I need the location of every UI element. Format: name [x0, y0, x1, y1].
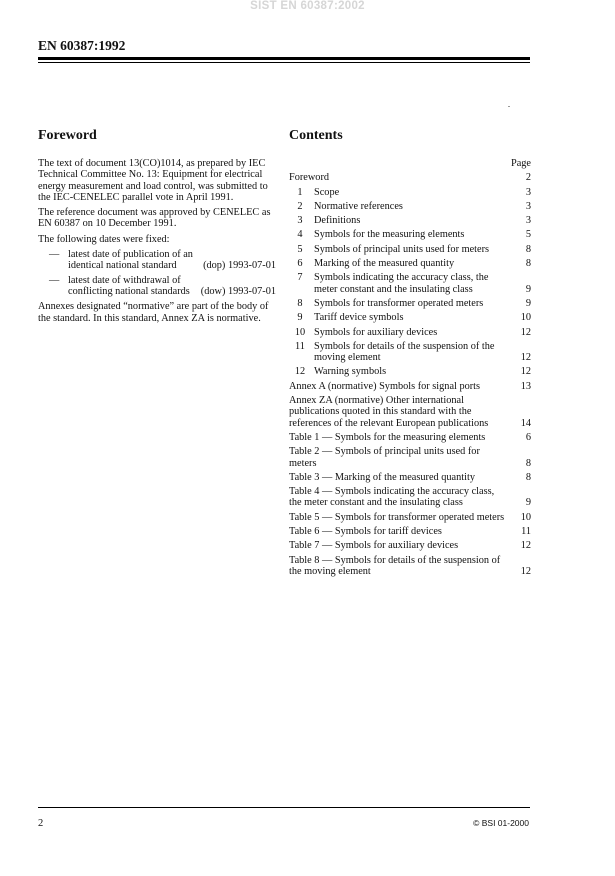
foreword-paragraph-3: The following dates were fixed: [38, 233, 170, 245]
toc-entry[interactable] [289, 258, 531, 269]
date-item-dow [38, 275, 276, 298]
toc-entry[interactable] [289, 229, 531, 240]
toc-entry-page: 3 [525, 186, 531, 198]
toc-entry-title: Table 1 — Symbols for the measuring elements [289, 431, 486, 443]
toc-entry[interactable] [289, 341, 531, 364]
toc-entry-title: Marking of the measured quantity [314, 258, 455, 270]
standard-number: EN 60387:1992 [38, 38, 126, 53]
toc-entry-number: 9 [297, 312, 303, 324]
toc-entry[interactable] [289, 540, 531, 551]
toc-entry-title: Warning symbols [314, 366, 387, 378]
toc-entry-number: 5 [297, 243, 303, 255]
toc-entry-number: 6 [297, 258, 303, 270]
page-column-header: Page [510, 158, 531, 169]
dates-list [38, 249, 276, 297]
toc-entry[interactable] [289, 395, 531, 429]
toc-entry-title: Symbols of principal units used for meters [314, 243, 490, 255]
watermark-text: SIST EN 60387:2002 [250, 0, 365, 12]
toc-entry[interactable] [289, 366, 531, 377]
foreword-paragraph-1: The text of document 13(CO)1014, as prepared by IEC Technical Committee No. 13: Equipment for electrical energy measurement and load control, was submitted to the IEC-CENELEC parallel vote in April 1991. [38, 158, 268, 203]
toc-entry-title: Table 5 — Symbols for transformer operated meters [289, 511, 505, 523]
toc-entry-page: 12 [520, 352, 531, 364]
toc-entry[interactable] [289, 272, 531, 295]
header-rule-thick [38, 57, 530, 60]
toc-entry-number: 3 [297, 215, 303, 227]
toc-entry-page: 12 [520, 366, 531, 378]
toc-entry[interactable] [289, 312, 531, 323]
toc-entry-title: Annex ZA (normative) Other international publications quoted in this standard with the references of the relevant European publications [289, 395, 489, 429]
date-label: latest date of publication of an identical national standard [68, 249, 193, 272]
footer-rule [38, 807, 530, 808]
foreword-title: Foreword [38, 128, 97, 143]
toc-entry[interactable] [289, 201, 531, 212]
toc-entry-number: 1 [297, 186, 303, 198]
toc-entry-page: 10 [520, 312, 531, 324]
toc-entry-title: Symbols for the measuring elements [314, 229, 465, 241]
toc-entry[interactable] [289, 432, 531, 443]
toc-entry[interactable] [289, 172, 531, 183]
toc-entry-page: 5 [525, 229, 531, 241]
toc-entry-page: 9 [525, 297, 531, 309]
toc-entry-title: Symbols for transformer operated meters [314, 297, 484, 309]
toc-entry-title: Definitions [314, 215, 361, 227]
toc-entry[interactable] [289, 215, 531, 226]
page-number: 2 [38, 818, 44, 829]
toc-list [289, 172, 531, 577]
date-value: (dow) 1993-07-01 [200, 285, 276, 297]
toc-entry-title: Annex A (normative) Symbols for signal ports [289, 380, 481, 392]
foreword-section [38, 128, 276, 328]
toc-entry-number: 11 [295, 340, 305, 352]
date-value: (dop) 1993-07-01 [203, 260, 276, 272]
date-item-dop [38, 249, 276, 272]
copyright-notice: © BSI 01-2000 [473, 818, 529, 828]
toc-entry-title: Symbols for details of the suspension of the moving element [314, 340, 495, 364]
toc-entry[interactable] [289, 244, 531, 255]
date-dash: — [49, 274, 60, 286]
date-dash: — [49, 249, 60, 261]
foreword-paragraph-2: The reference document was approved by CENELEC as EN 60387 on 10 December 1991. [38, 207, 271, 230]
foreword-paragraph-4: Annexes designated “normative” are part of the body of the standard. In this standard, Annex ZA is normative. [38, 301, 269, 324]
toc-entry-page: 10 [520, 511, 531, 523]
toc-entry-number: 4 [297, 229, 303, 241]
toc-entry[interactable] [289, 555, 531, 578]
toc-entry[interactable] [289, 446, 531, 469]
toc-entry-title: Table 6 — Symbols for tariff devices [289, 526, 442, 538]
toc-entry-number: 12 [294, 366, 306, 378]
toc-entry-page: 9 [525, 497, 531, 509]
toc-entry-page: 12 [520, 540, 531, 552]
header-rule-thin [38, 62, 530, 63]
toc-entry[interactable] [289, 526, 531, 537]
toc-entry-title: Tariff device symbols [314, 312, 404, 324]
contents-title: Contents [289, 128, 343, 143]
toc-entry-title: Normative references [314, 200, 403, 212]
toc-entry-page: 8 [525, 457, 531, 469]
toc-entry-page: 3 [525, 200, 531, 212]
toc-entry-page: 13 [520, 380, 531, 392]
scan-speck [508, 106, 510, 107]
toc-entry-page: 11 [521, 526, 531, 538]
toc-entry-title: Table 3 — Marking of the measured quantity [289, 471, 476, 483]
toc-entry-title: Scope [314, 186, 340, 198]
toc-entry-page: 3 [525, 215, 531, 227]
toc-entry-page: 8 [525, 258, 531, 270]
toc-entry-title: Symbols for auxiliary devices [314, 326, 438, 338]
toc-entry[interactable] [289, 512, 531, 523]
date-label: latest date of withdrawal of conflicting national standards [68, 274, 190, 297]
toc-entry-page: 9 [525, 283, 531, 295]
toc-entry-page: 14 [520, 417, 531, 429]
toc-entry-title: Foreword [289, 172, 330, 184]
contents-section [289, 128, 531, 580]
toc-entry-page: 8 [525, 471, 531, 483]
toc-entry-page: 2 [525, 172, 531, 184]
toc-entry[interactable] [289, 486, 531, 509]
toc-entry-number: 7 [297, 272, 303, 284]
toc-entry[interactable] [289, 472, 531, 483]
toc-entry-page: 6 [525, 431, 531, 443]
toc-entry[interactable] [289, 381, 531, 392]
toc-entry-title: Symbols indicating the accuracy class, the meter constant and the insulating class [314, 272, 489, 295]
toc-entry-number: 10 [294, 326, 306, 338]
toc-entry[interactable] [289, 327, 531, 338]
toc-entry[interactable] [289, 187, 531, 198]
toc-entry-title: Table 4 — Symbols indicating the accuracy class, the meter constant and the insulating class [289, 486, 495, 509]
toc-entry-number: 2 [297, 200, 303, 212]
toc-entry[interactable] [289, 298, 531, 309]
toc-entry-number: 8 [297, 297, 303, 309]
toc-entry-title: Table 7 — Symbols for auxiliary devices [289, 540, 459, 552]
toc-entry-page: 8 [525, 243, 531, 255]
toc-entry-page: 12 [520, 565, 531, 577]
toc-entry-page: 12 [520, 326, 531, 338]
toc-entry-title: Table 8 — Symbols for details of the suspension of the moving element [289, 554, 501, 577]
toc-entry-title: Table 2 — Symbols of principal units used for meters [289, 446, 480, 469]
